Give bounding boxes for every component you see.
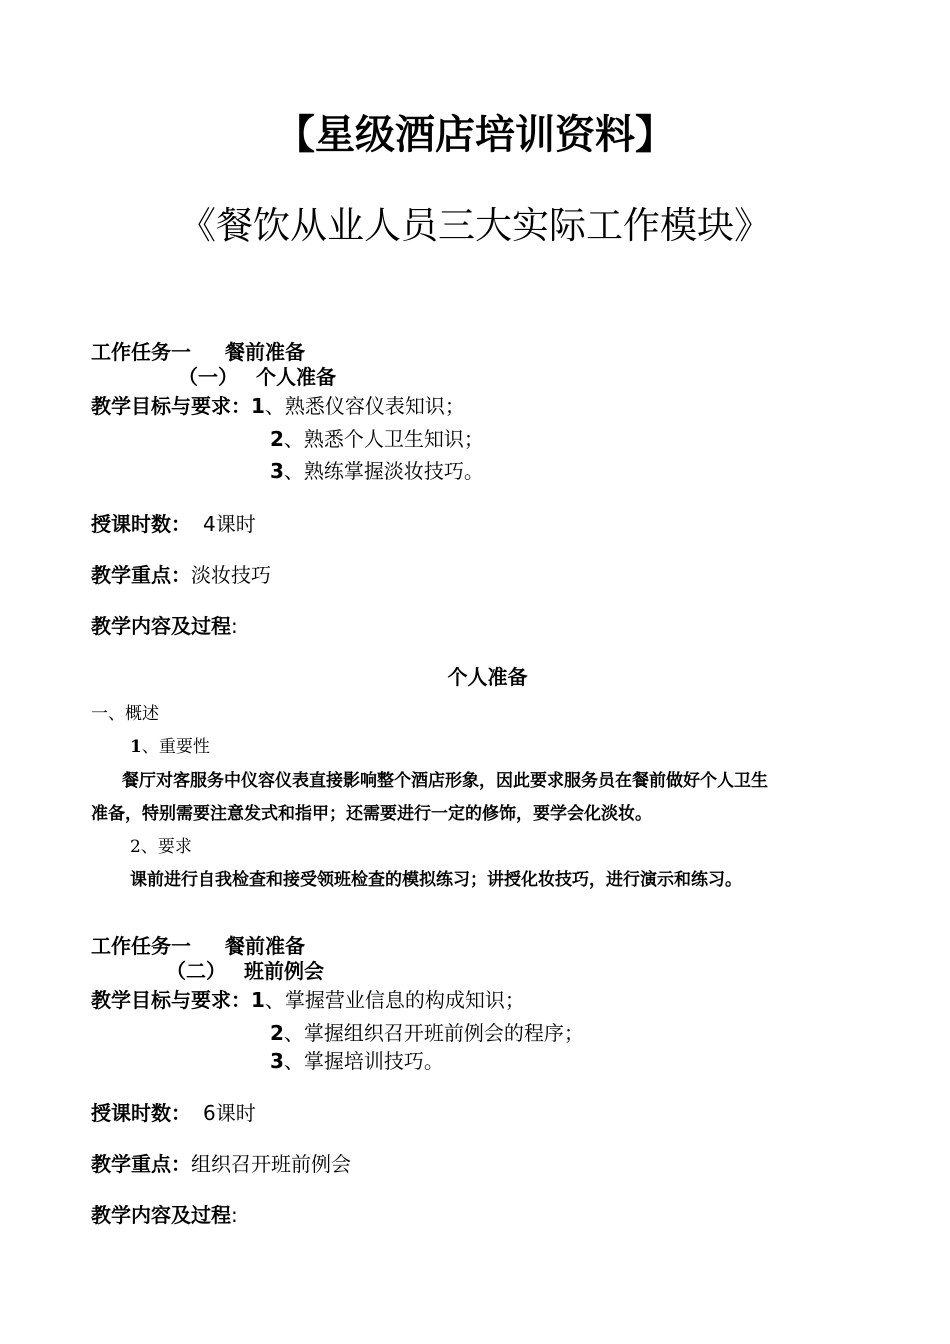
goal-number: 3 xyxy=(270,459,284,483)
hours-label: 授课时数： xyxy=(91,512,191,536)
paragraph-line: 餐厅对客服务中仪容仪表直接影响整个酒店形象，因此要求服务员在餐前做好个人卫生 xyxy=(122,771,768,791)
content-colon: : xyxy=(231,1203,238,1227)
subtask-name: 班前例会 xyxy=(244,959,324,983)
goal-number: 2 xyxy=(270,427,284,451)
goal-line-1 xyxy=(91,390,465,419)
goal-line-2 xyxy=(270,1017,584,1046)
paragraph-line: 课前进行自我检查和接受领班检查的模拟练习；讲授化妆技巧，进行演示和练习。 xyxy=(130,870,742,890)
focus-line xyxy=(91,559,271,588)
subtask-name: 个人准备 xyxy=(256,365,336,389)
subtask-number: （二） xyxy=(166,959,226,983)
hours-value: 6课时 xyxy=(203,1101,256,1125)
hours-label: 授课时数： xyxy=(91,1101,191,1125)
hours-line xyxy=(91,508,256,537)
goal-text: 、掌握营业信息的构成知识； xyxy=(264,988,525,1012)
subtask-heading xyxy=(166,955,324,984)
goal-number: 1 xyxy=(251,394,265,418)
goal-line-3 xyxy=(270,1045,444,1074)
goal-text: 、熟练掌握淡妆技巧。 xyxy=(283,459,484,483)
item-number: 1 xyxy=(130,737,142,757)
focus-label: 教学重点： xyxy=(91,563,191,587)
content-label: 教学内容及过程 xyxy=(91,1203,231,1227)
focus-value: 组织召开班前例会 xyxy=(191,1152,351,1176)
content-colon: : xyxy=(231,614,238,638)
goal-text: 、掌握培训技巧。 xyxy=(283,1049,444,1073)
item-heading xyxy=(130,732,210,757)
content-label: 教学内容及过程 xyxy=(91,614,231,638)
document-subtitle: 《餐饮从业人员三大实际工作模块》 xyxy=(179,204,771,247)
task-name: 餐前准备 xyxy=(225,340,305,364)
item-heading: 2、要求 xyxy=(130,837,192,857)
paragraph-line: 准备，特别需要注意发式和指甲；还需要进行一定的修饰，要学会化淡妆。 xyxy=(91,804,652,824)
goal-line-1 xyxy=(91,984,525,1013)
focus-line xyxy=(91,1148,351,1177)
goal-number: 1 xyxy=(251,988,265,1012)
goal-label: 教学目标与要求： xyxy=(91,988,251,1012)
subtask-number: （一） xyxy=(178,365,238,389)
focus-value: 淡妆技巧 xyxy=(191,563,271,587)
goal-number: 2 xyxy=(270,1021,284,1045)
center-heading: 个人准备 xyxy=(447,665,528,689)
goal-text: 、熟悉个人卫生知识； xyxy=(283,427,484,451)
task-label: 工作任务一 xyxy=(91,340,191,364)
goal-line-2 xyxy=(270,423,484,452)
focus-label: 教学重点： xyxy=(91,1152,191,1176)
item-label: 、重要性 xyxy=(141,737,210,757)
goal-text: 、掌握组织召开班前例会的程序； xyxy=(283,1021,584,1045)
document-title: 【星级酒店培训资料】 xyxy=(275,112,675,158)
goal-text: 、熟悉仪容仪表知识； xyxy=(264,394,465,418)
hours-line xyxy=(91,1097,256,1126)
task-name: 餐前准备 xyxy=(225,934,305,958)
hours-value: 4课时 xyxy=(203,512,256,536)
content-line xyxy=(91,610,238,639)
goal-line-3 xyxy=(270,455,484,484)
goal-label: 教学目标与要求： xyxy=(91,394,251,418)
task-label: 工作任务一 xyxy=(91,934,191,958)
subtask-heading xyxy=(178,361,336,390)
content-line xyxy=(91,1199,238,1228)
goal-number: 3 xyxy=(270,1049,284,1073)
overview-heading: 一、概述 xyxy=(91,704,159,724)
